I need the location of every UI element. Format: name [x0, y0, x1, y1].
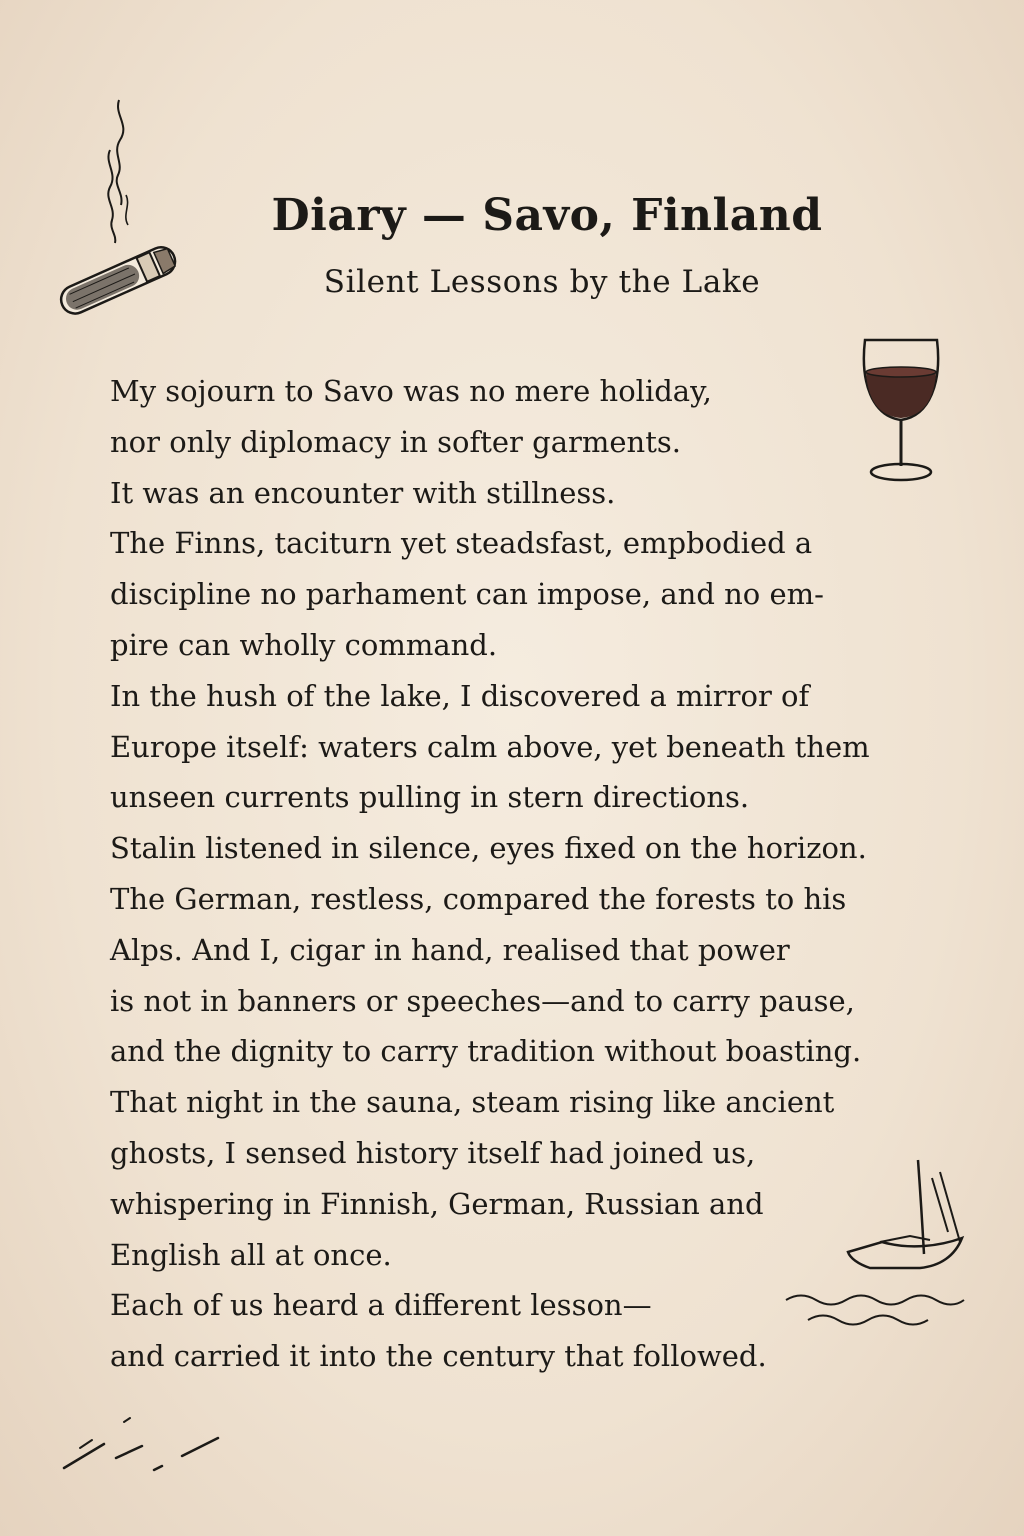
- diary-line: nor only diplomacy in softer garments.: [110, 424, 681, 459]
- diary-line: The German, restless, compared the forests to his: [110, 881, 847, 916]
- diary-line: is not in banners or speeches—and to carry pause,: [110, 983, 855, 1018]
- sailboat-icon: [780, 1158, 970, 1338]
- diary-line: Each of us heard a different lesson—: [110, 1288, 652, 1323]
- diary-line: ghosts, I sensed history itself had joined us,: [110, 1135, 756, 1170]
- diary-line: That night in the sauna, steam rising like ancient: [110, 1085, 835, 1120]
- page-title: Diary — Savo, Finland: [271, 190, 823, 241]
- diary-line: pire can wholly command.: [110, 627, 498, 662]
- diary-line: whispering in Finnish, German, Russian and: [110, 1186, 764, 1221]
- diary-line: My sojourn to Savo was no mere holiday,: [110, 374, 712, 408]
- diary-line: and the dignity to carry tradition without boasting.: [110, 1034, 862, 1069]
- diary-line: It was an encounter with stillness.: [110, 475, 616, 510]
- diary-line: English all at once.: [110, 1237, 392, 1272]
- diary-line: discipline no parhament can impose, and no em-: [110, 577, 824, 612]
- diary-line: Stalin listened in silence, eyes fixed on the horizon.: [110, 831, 867, 866]
- diary-line: Alps. And I, cigar in hand, realised that power: [110, 932, 790, 967]
- pen-scribble-icon: [58, 1408, 228, 1478]
- diary-line: In the hush of the lake, I discovered a mirror of: [110, 678, 810, 713]
- diary-line: Europe itself: waters calm above, yet beneath them: [110, 729, 870, 764]
- diary-line: and carried it into the century that followed.: [110, 1339, 767, 1374]
- diary-line: unseen currents pulling in stern directions.: [110, 780, 750, 815]
- diary-line: The Finns, taciturn yet steadsfast, empbodied a: [110, 526, 813, 561]
- page-subtitle: Silent Lessons by the Lake: [323, 264, 761, 300]
